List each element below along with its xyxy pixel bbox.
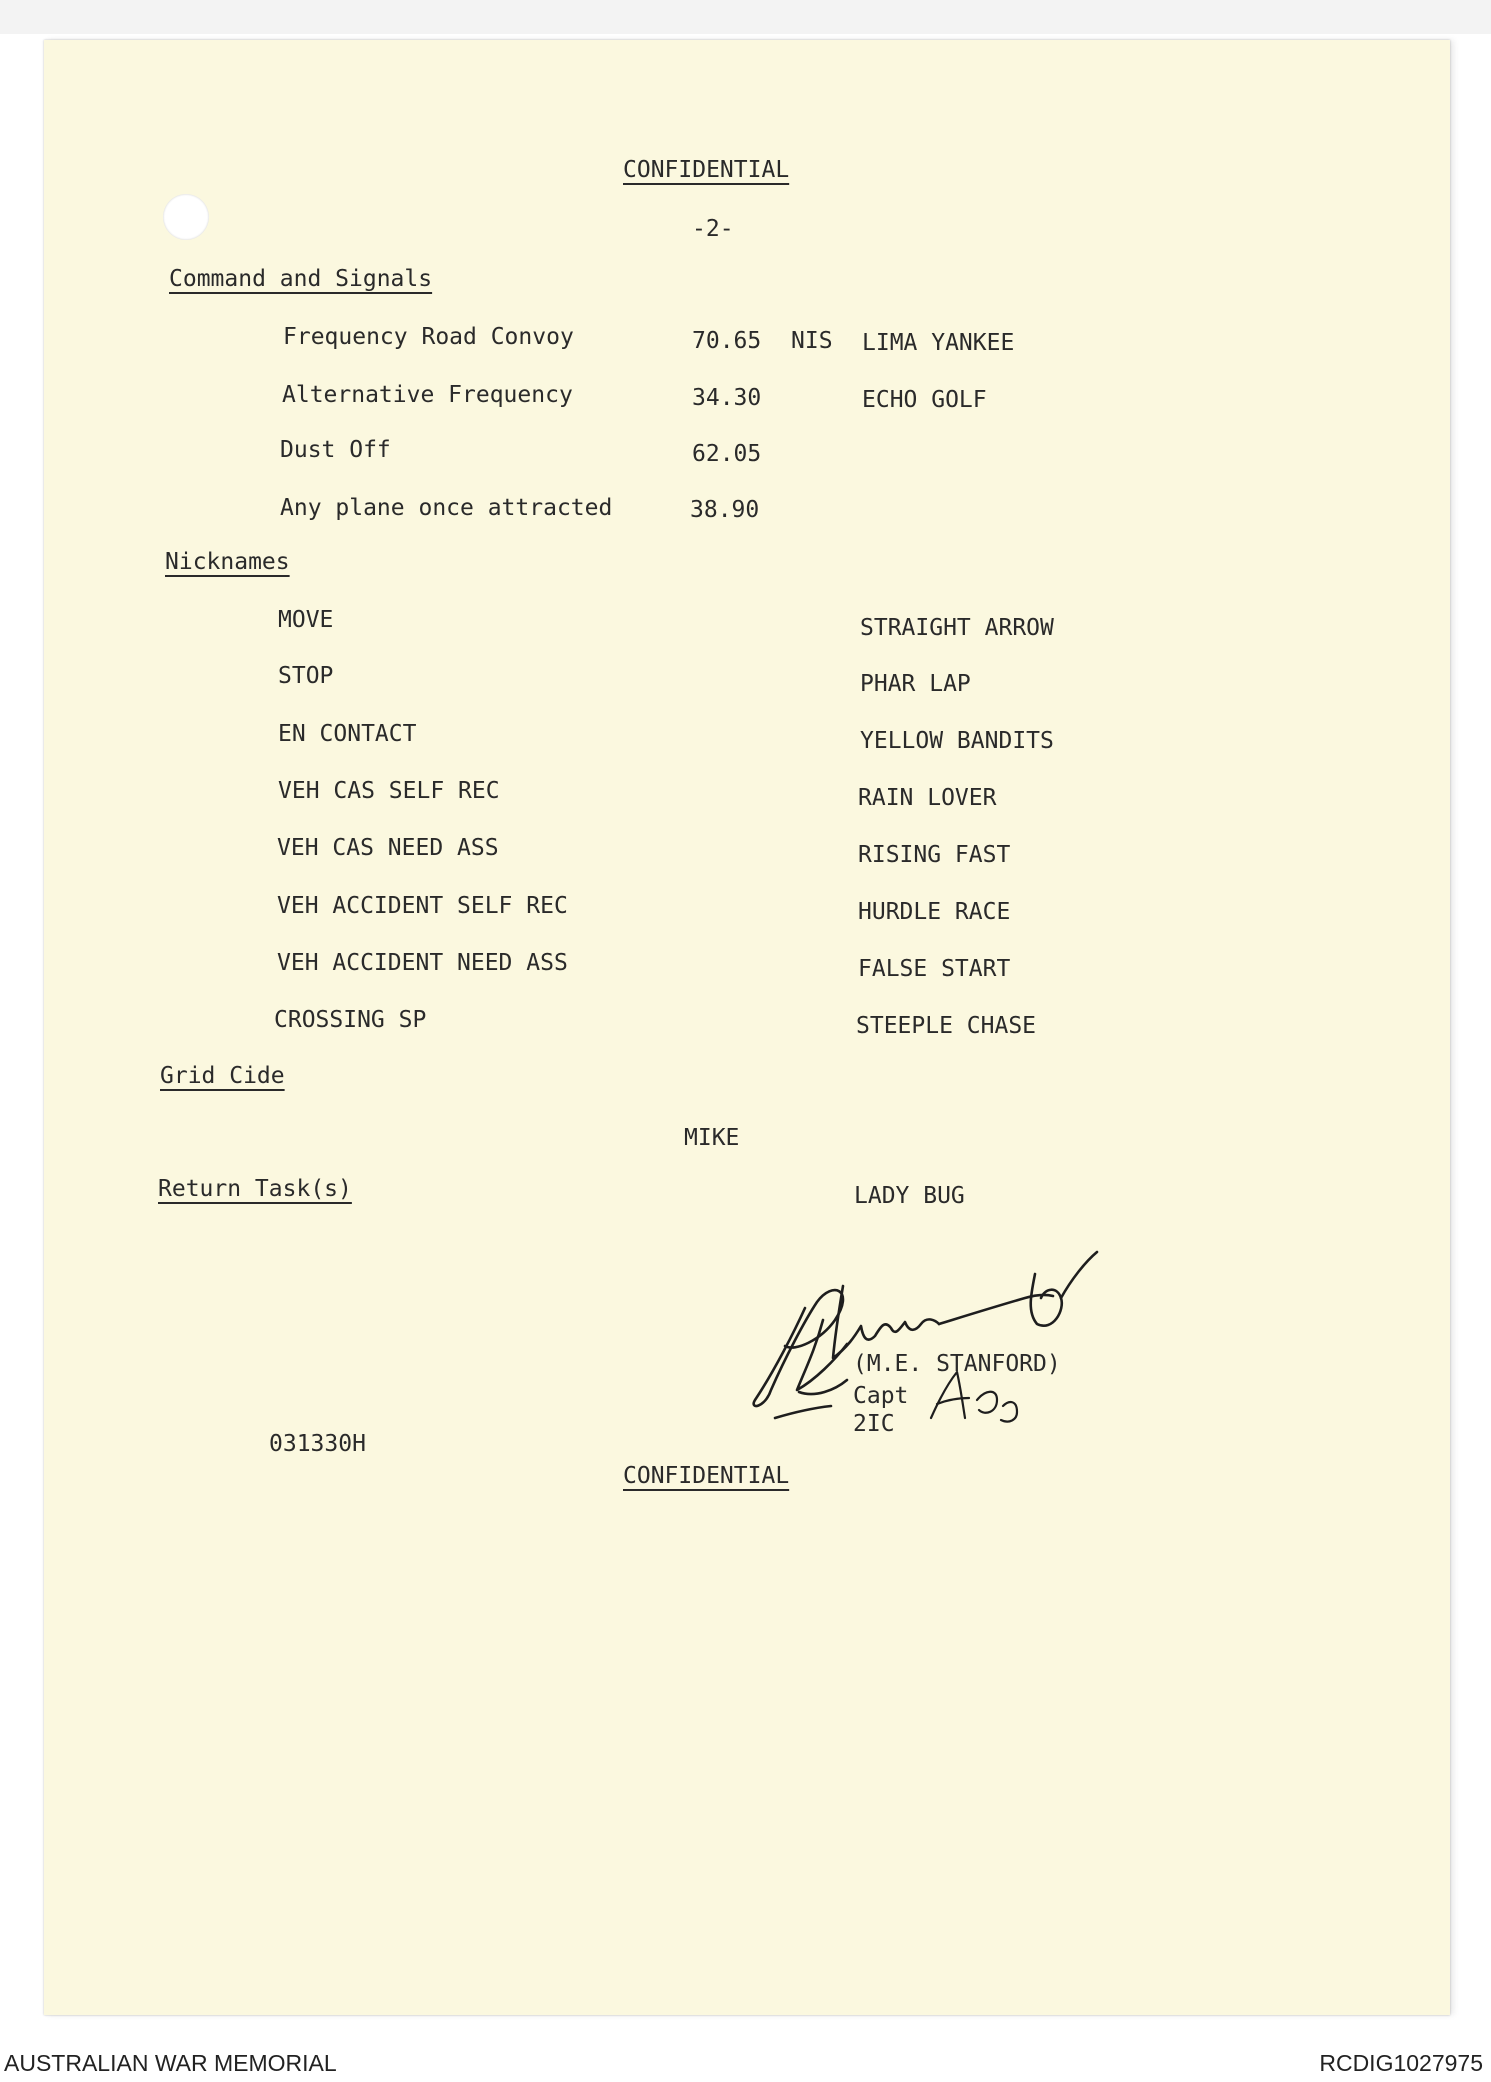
archive-reference: RCDIG1027975 [1319,2050,1483,2076]
nickname-term: VEH ACCIDENT SELF REC [277,893,568,919]
nickname-term: VEH CAS SELF REC [278,778,500,804]
nickname-term: VEH ACCIDENT NEED ASS [277,950,568,976]
nickname-term: EN CONTACT [278,721,417,747]
nickname-value: RAIN LOVER [858,785,997,811]
punch-hole [163,194,209,240]
signal-frequency: 62.05 [692,441,762,467]
signatory-name: (M.E. STANFORD) [853,1351,1061,1377]
signatory-appointment: 2IC [853,1411,895,1437]
return-tasks-heading: Return Task(s) [158,1176,352,1202]
page-number: -2- [692,216,734,242]
nickname-value: PHAR LAP [860,671,971,697]
nickname-value: HURDLE RACE [858,899,1011,925]
nickname-value: STRAIGHT ARROW [860,615,1054,641]
signal-label: Dust Off [280,437,391,463]
signal-frequency: 38.90 [690,497,760,523]
nickname-term: CROSSING SP [274,1007,427,1033]
signal-label: Frequency Road Convoy [283,324,574,350]
nicknames-heading: Nicknames [165,549,290,575]
archive-credit: AUSTRALIAN WAR MEMORIAL [4,2050,337,2076]
classification-footer: CONFIDENTIAL [623,1463,790,1489]
nickname-value: STEEPLE CHASE [856,1013,1037,1039]
nickname-value: YELLOW BANDITS [860,728,1054,754]
signal-callsign: LIMA YANKEE [862,330,1015,356]
date-time-group: 031330H [269,1431,366,1457]
classification-header: CONFIDENTIAL [623,157,790,183]
nickname-value: RISING FAST [858,842,1011,868]
return-tasks-value: LADY BUG [854,1183,965,1209]
command-and-signals-heading: Command and Signals [169,266,433,292]
signal-frequency: 34.30 [692,385,762,411]
nickname-term: MOVE [278,607,334,633]
grid-code-heading: Grid Cide [160,1063,285,1089]
signal-callsign: ECHO GOLF [862,387,987,413]
signal-label: Any plane once attracted [280,495,613,521]
signal-unit: NIS [791,328,833,354]
signal-frequency: 70.65 [692,328,762,354]
nickname-term: STOP [278,663,334,689]
signature [735,1240,1135,1430]
scan-border-top [0,0,1491,34]
grid-code-value: MIKE [684,1125,740,1151]
nickname-term: VEH CAS NEED ASS [277,835,499,861]
signal-label: Alternative Frequency [282,382,573,408]
signatory-rank: Capt [853,1383,909,1409]
nickname-value: FALSE START [858,956,1011,982]
